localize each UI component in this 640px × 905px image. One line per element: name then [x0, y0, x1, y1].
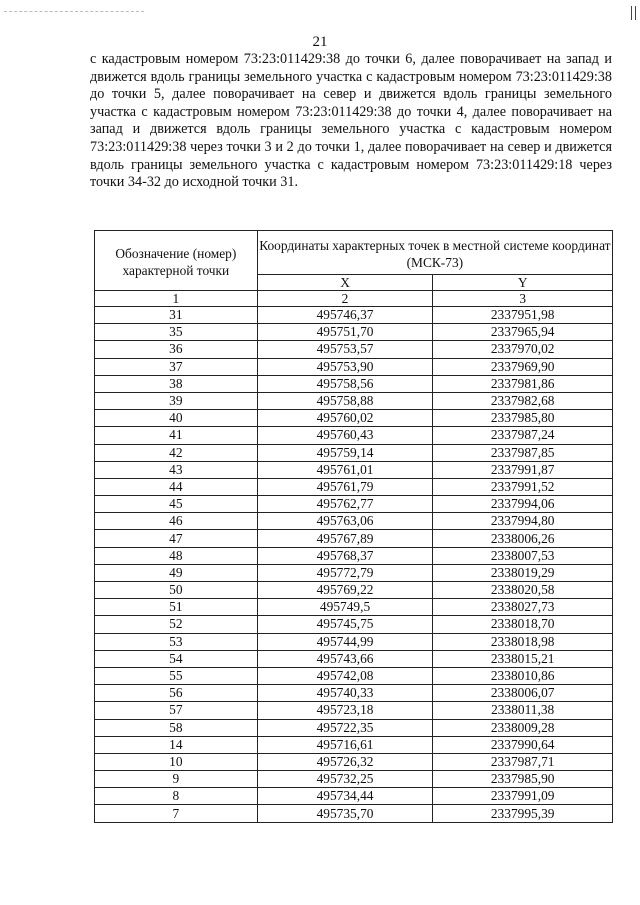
cell-x: 495726,32: [257, 753, 433, 770]
cell-y: 2338018,98: [433, 633, 613, 650]
cell-y: 2337991,52: [433, 478, 613, 495]
table-row: [95, 650, 613, 667]
cell-y: 2338027,73: [433, 599, 613, 616]
cell-y: 2337987,85: [433, 444, 613, 461]
table-row: [95, 478, 613, 495]
table-row: [95, 616, 613, 633]
table-row: [95, 753, 613, 770]
cell-point: 54: [95, 650, 258, 667]
table-row: [95, 496, 613, 513]
table-row: [95, 307, 613, 324]
cell-x: 495760,02: [257, 410, 433, 427]
cell-y: 2338007,53: [433, 547, 613, 564]
cell-x: 495760,43: [257, 427, 433, 444]
cell-y: 2337982,68: [433, 392, 613, 409]
column-index: 1: [95, 291, 258, 307]
cell-y: 2338010,86: [433, 667, 613, 684]
scan-edge-mark: [631, 6, 636, 20]
cell-point: 42: [95, 444, 258, 461]
cell-point: 52: [95, 616, 258, 633]
cell-y: 2337985,90: [433, 771, 613, 788]
cell-x: 495732,25: [257, 771, 433, 788]
table-row: [95, 444, 613, 461]
table-row: [95, 771, 613, 788]
cell-y: 2337969,90: [433, 358, 613, 375]
cell-y: 2338020,58: [433, 582, 613, 599]
cell-point: 37: [95, 358, 258, 375]
cell-y: 2337987,24: [433, 427, 613, 444]
cell-y: 2337987,71: [433, 753, 613, 770]
table-row: [95, 788, 613, 805]
table-row: [95, 702, 613, 719]
cell-x: 495772,79: [257, 564, 433, 581]
cell-point: 51: [95, 599, 258, 616]
cell-point: 8: [95, 788, 258, 805]
table-row: [95, 667, 613, 684]
cell-y: 2337990,64: [433, 736, 613, 753]
cell-point: 50: [95, 582, 258, 599]
table-row: [95, 375, 613, 392]
cell-point: 49: [95, 564, 258, 581]
column-index-row: [95, 291, 613, 307]
cell-y: 2337991,87: [433, 461, 613, 478]
cell-x: 495749,5: [257, 599, 433, 616]
cell-point: 38: [95, 375, 258, 392]
table-row: [95, 427, 613, 444]
cell-point: 56: [95, 685, 258, 702]
cell-y: 2338018,70: [433, 616, 613, 633]
cell-x: 495723,18: [257, 702, 433, 719]
cell-x: 495746,37: [257, 307, 433, 324]
table-row: [95, 530, 613, 547]
cell-x: 495745,75: [257, 616, 433, 633]
cell-y: 2337951,98: [433, 307, 613, 324]
cell-x: 495758,56: [257, 375, 433, 392]
page-number: 21: [312, 34, 328, 50]
cell-x: 495751,70: [257, 324, 433, 341]
cell-point: 31: [95, 307, 258, 324]
cell-x: 495758,88: [257, 392, 433, 409]
cell-point: 9: [95, 771, 258, 788]
cell-y: 2337981,86: [433, 375, 613, 392]
cell-point: 45: [95, 496, 258, 513]
cell-point: 14: [95, 736, 258, 753]
table-row: [95, 736, 613, 753]
cell-y: 2338015,21: [433, 650, 613, 667]
cell-x: 495761,01: [257, 461, 433, 478]
table-row: [95, 805, 613, 822]
table-row: [95, 564, 613, 581]
table-row: [95, 341, 613, 358]
body-paragraph: с кадастровым номером 73:23:011429:38 до точки 6, далее поворачивает на запад и движется вдоль границы земельного участка с кадастровым номером 73:23:011429:38 до точки 5, далее поворачивает на север и движется вдоль границы земельного участка с кадастровым номером 73:23:011429:38 до точки 4, далее поворачивает на запад и движется вдоль границы земельного участка с кадастровым номером 73:23:011429:38 через точки 3 и 2 до точки 1, далее поворачивает на север и движется вдоль границы земельного участка с кадастровым номером 73:23:011429:18 через точки 34-32 до исходной точки 31.: [90, 51, 612, 191]
cell-x: 495740,33: [257, 685, 433, 702]
header-coordinates: Координаты характерных точек в местной системе координат (МСК-73): [257, 231, 612, 275]
table-row: [95, 358, 613, 375]
cell-x: 495742,08: [257, 667, 433, 684]
cell-point: 48: [95, 547, 258, 564]
cell-y: 2337994,06: [433, 496, 613, 513]
table-row: [95, 410, 613, 427]
column-index: 3: [433, 291, 613, 307]
cell-y: 2338019,29: [433, 564, 613, 581]
cell-point: 46: [95, 513, 258, 530]
cell-x: 495761,79: [257, 478, 433, 495]
cell-x: 495722,35: [257, 719, 433, 736]
cell-x: 495734,44: [257, 788, 433, 805]
column-index: 2: [257, 291, 433, 307]
table-row: [95, 392, 613, 409]
table-row: [95, 513, 613, 530]
cell-y: 2337965,94: [433, 324, 613, 341]
cell-x: 495716,61: [257, 736, 433, 753]
table-row: [95, 547, 613, 564]
cell-point: 40: [95, 410, 258, 427]
table-row: [95, 685, 613, 702]
cell-x: 495753,90: [257, 358, 433, 375]
cell-x: 495762,77: [257, 496, 433, 513]
header-y: Y: [433, 275, 613, 291]
cell-x: 495743,66: [257, 650, 433, 667]
table-row: [95, 719, 613, 736]
cell-point: 36: [95, 341, 258, 358]
coordinates-table: [94, 230, 613, 823]
cell-x: 495768,37: [257, 547, 433, 564]
cell-y: 2338006,26: [433, 530, 613, 547]
cell-point: 7: [95, 805, 258, 822]
cell-y: 2338011,38: [433, 702, 613, 719]
cell-point: 53: [95, 633, 258, 650]
cell-point: 47: [95, 530, 258, 547]
cell-y: 2337985,80: [433, 410, 613, 427]
cell-y: 2337970,02: [433, 341, 613, 358]
header-x: X: [257, 275, 433, 291]
cell-point: 55: [95, 667, 258, 684]
cell-point: 41: [95, 427, 258, 444]
scan-edge-line: [4, 11, 144, 12]
cell-x: 495767,89: [257, 530, 433, 547]
cell-x: 495735,70: [257, 805, 433, 822]
table-row: [95, 633, 613, 650]
cell-point: 35: [95, 324, 258, 341]
cell-point: 43: [95, 461, 258, 478]
cell-y: 2337994,80: [433, 513, 613, 530]
cell-x: 495744,99: [257, 633, 433, 650]
cell-point: 58: [95, 719, 258, 736]
cell-x: 495763,06: [257, 513, 433, 530]
cell-point: 57: [95, 702, 258, 719]
cell-point: 10: [95, 753, 258, 770]
table-row: [95, 461, 613, 478]
cell-y: 2337991,09: [433, 788, 613, 805]
cell-y: 2338009,28: [433, 719, 613, 736]
table-row: [95, 324, 613, 341]
table-row: [95, 582, 613, 599]
cell-x: 495753,57: [257, 341, 433, 358]
cell-y: 2338006,07: [433, 685, 613, 702]
cell-x: 495759,14: [257, 444, 433, 461]
cell-x: 495769,22: [257, 582, 433, 599]
cell-y: 2337995,39: [433, 805, 613, 822]
cell-point: 44: [95, 478, 258, 495]
header-point-designation: Обозначение (номер) характерной точки: [95, 231, 258, 291]
cell-point: 39: [95, 392, 258, 409]
table-row: [95, 599, 613, 616]
